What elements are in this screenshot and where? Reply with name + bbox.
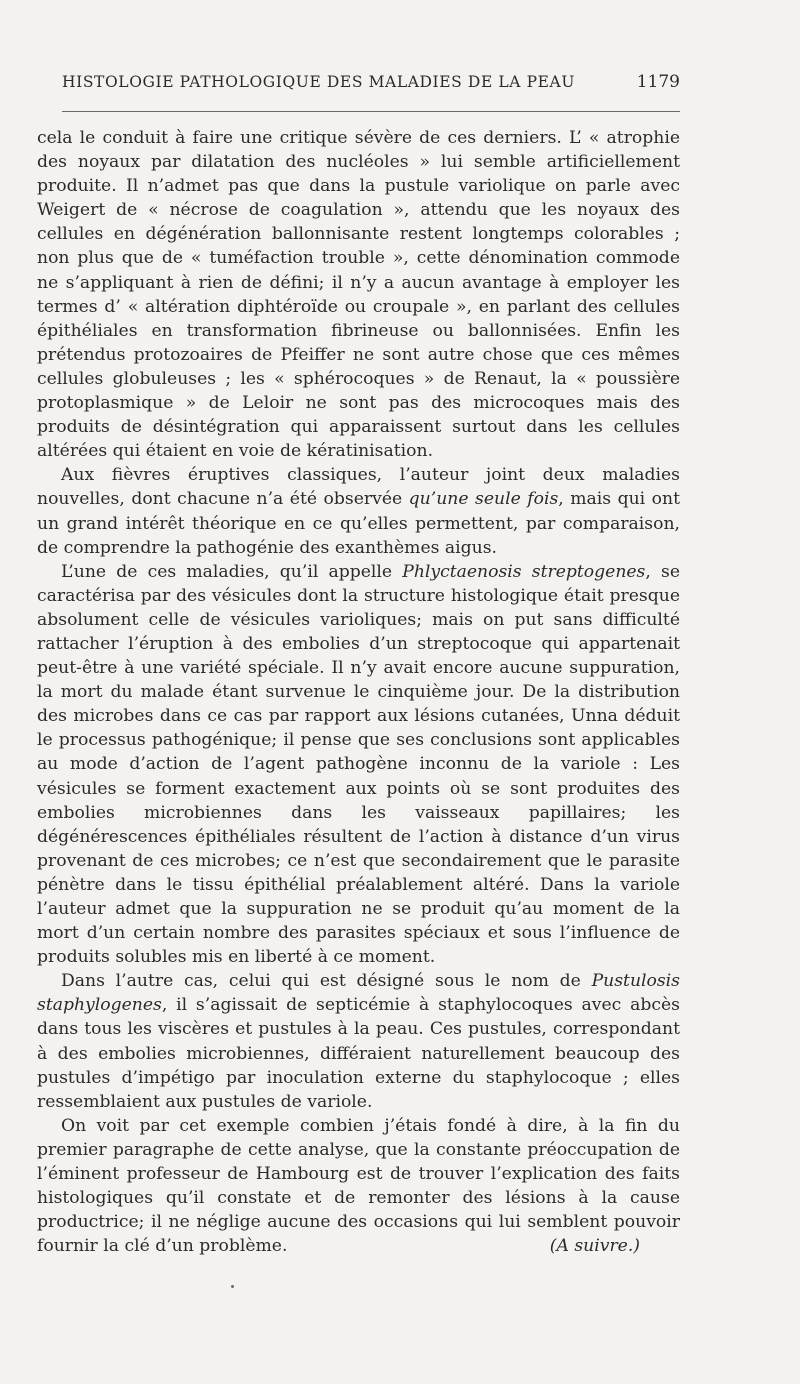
running-header bbox=[62, 72, 680, 92]
header-rule bbox=[62, 111, 680, 112]
to-be-continued-note: (A suivre.) bbox=[549, 1236, 640, 1257]
paragraph-1: cela le conduit à faire une critique sévère de ces derniers. L’ « atrophie des noyaux par dilatation des nucléoles » lui semble artificiellement produite. Il n’admet pas que dans la pustule variolique on parle avec Weigert de « nécrose de coagulation », attendu que les noyaux des cellules en dégénération ballonnisante restent longtemps colorables ; non plus que de « tuméfaction trouble », cette dénomination commode ne s’appliquant à rien de défini; il n’y a aucun avantage à employer les termes d’ « altération diphtéroïde ou croupale », en parlant des cellules épithéliales en transformation fibrineuse ou ballonnisées. Enfin les prétendus protozoaires de Pfeiffer ne sont autre chose que ces mêmes cellules globuleuses ; les « sphérocoques » de Renaut, la « poussière protoplasmique » de Leloir ne sont pas des microcoques mais des produits de désintégration qui apparaissent surtout dans les cellules altérées qui étaient en voie de kératinisation. bbox=[37, 128, 680, 462]
paragraph-4-end: , il s’agissait de septicémie à staphylocoques avec abcès dans tous les viscères et pustules à la peau. Ces pustules, correspondant à des embolies microbiennes, différaient naturellement beaucoup des pustules d’impétigo par inoculation externe du staphylocoque ; elles ressemblaient aux pustules de variole. bbox=[37, 995, 680, 1112]
page-number: 1179 bbox=[636, 72, 680, 92]
italic-phrase-seule-fois: qu’une seule fois bbox=[408, 489, 559, 510]
paragraph-5-text: On voit par cet exemple combien j’étais fondé à dire, à la fin du premier paragraphe de cette analyse, que la constante préoccupation de l’éminent professeur de Hambourg est de trouver l’explication des faits histologiques qu’il constate et de remonter des lésions à la cause productrice; il ne néglige aucune des occasions qui lui semblent pouvoir fournir la clé d’un problème. bbox=[37, 1115, 680, 1257]
paragraph-2-end: , mais qui ont un grand intérêt théorique en ce qu’elles permettent, par comparaison, de comprendre la pathogénie des exanthèmes aigus. bbox=[37, 489, 681, 558]
paragraph-2-start: Aux fièvres éruptives classiques, l’auteur joint deux maladies nouvelles, dont chacune n’a été observée bbox=[37, 465, 680, 510]
paragraph-3-end: , se caractérisa par des vésicules dont la structure histologique était presque absolument celle de vésicules varioliques; mais on put sans difficulté rattacher l’éruption à des embolies d’un streptocoque qui appartenait peut-être à une variété spéciale. Il n’y avait encore aucune suppuration, la mort du malade étant survenue le cinquième jour. De la distribution des microbes dans ce cas par rapport aux lésions cutanées, Unna déduit le processus pathogénique; il pense que ses conclusions sont applicables au mode d’action de l’agent pathogène inconnu de la variole : Les vésicules se forment exactement aux points où se sont produites des embolies microbiennes dans les vaisseaux papillaires; les dégénérescences épithéliales résultent de l’action à distance d’un virus provenant de ces microbes; ce n’est que secondairement que le parasite pénètre dans le tissu épithélial préalablement altéré. Dans la variole l’auteur admet que la suppuration ne se produit qu’au moment de la mort d’un certain nombre des parasites spéciaux et sous l’influence de produits solubles mis en liberté à ce moment. bbox=[37, 561, 681, 968]
italic-term-phlyctaenosis: Phlyctaenosis streptogenes bbox=[402, 561, 646, 582]
paragraph-4 bbox=[37, 969, 680, 1114]
paragraph-3-start: L’une de ces maladies, qu’il appelle bbox=[61, 561, 403, 582]
paragraph-4-start: Dans l’autre cas, celui qui est désigné sous le nom de bbox=[61, 971, 592, 992]
running-title: HISTOLOGIE PATHOLOGIQUE DES MALADIES DE LA PEAU bbox=[62, 73, 576, 91]
paragraph-2 bbox=[37, 463, 680, 559]
body-text bbox=[37, 126, 680, 1258]
italic-term-pustulosis: Pustulosis staphylogenes bbox=[37, 971, 680, 1016]
paragraph-5 bbox=[37, 1114, 680, 1259]
ink-speck bbox=[231, 1285, 234, 1288]
paragraph-3 bbox=[37, 560, 680, 970]
